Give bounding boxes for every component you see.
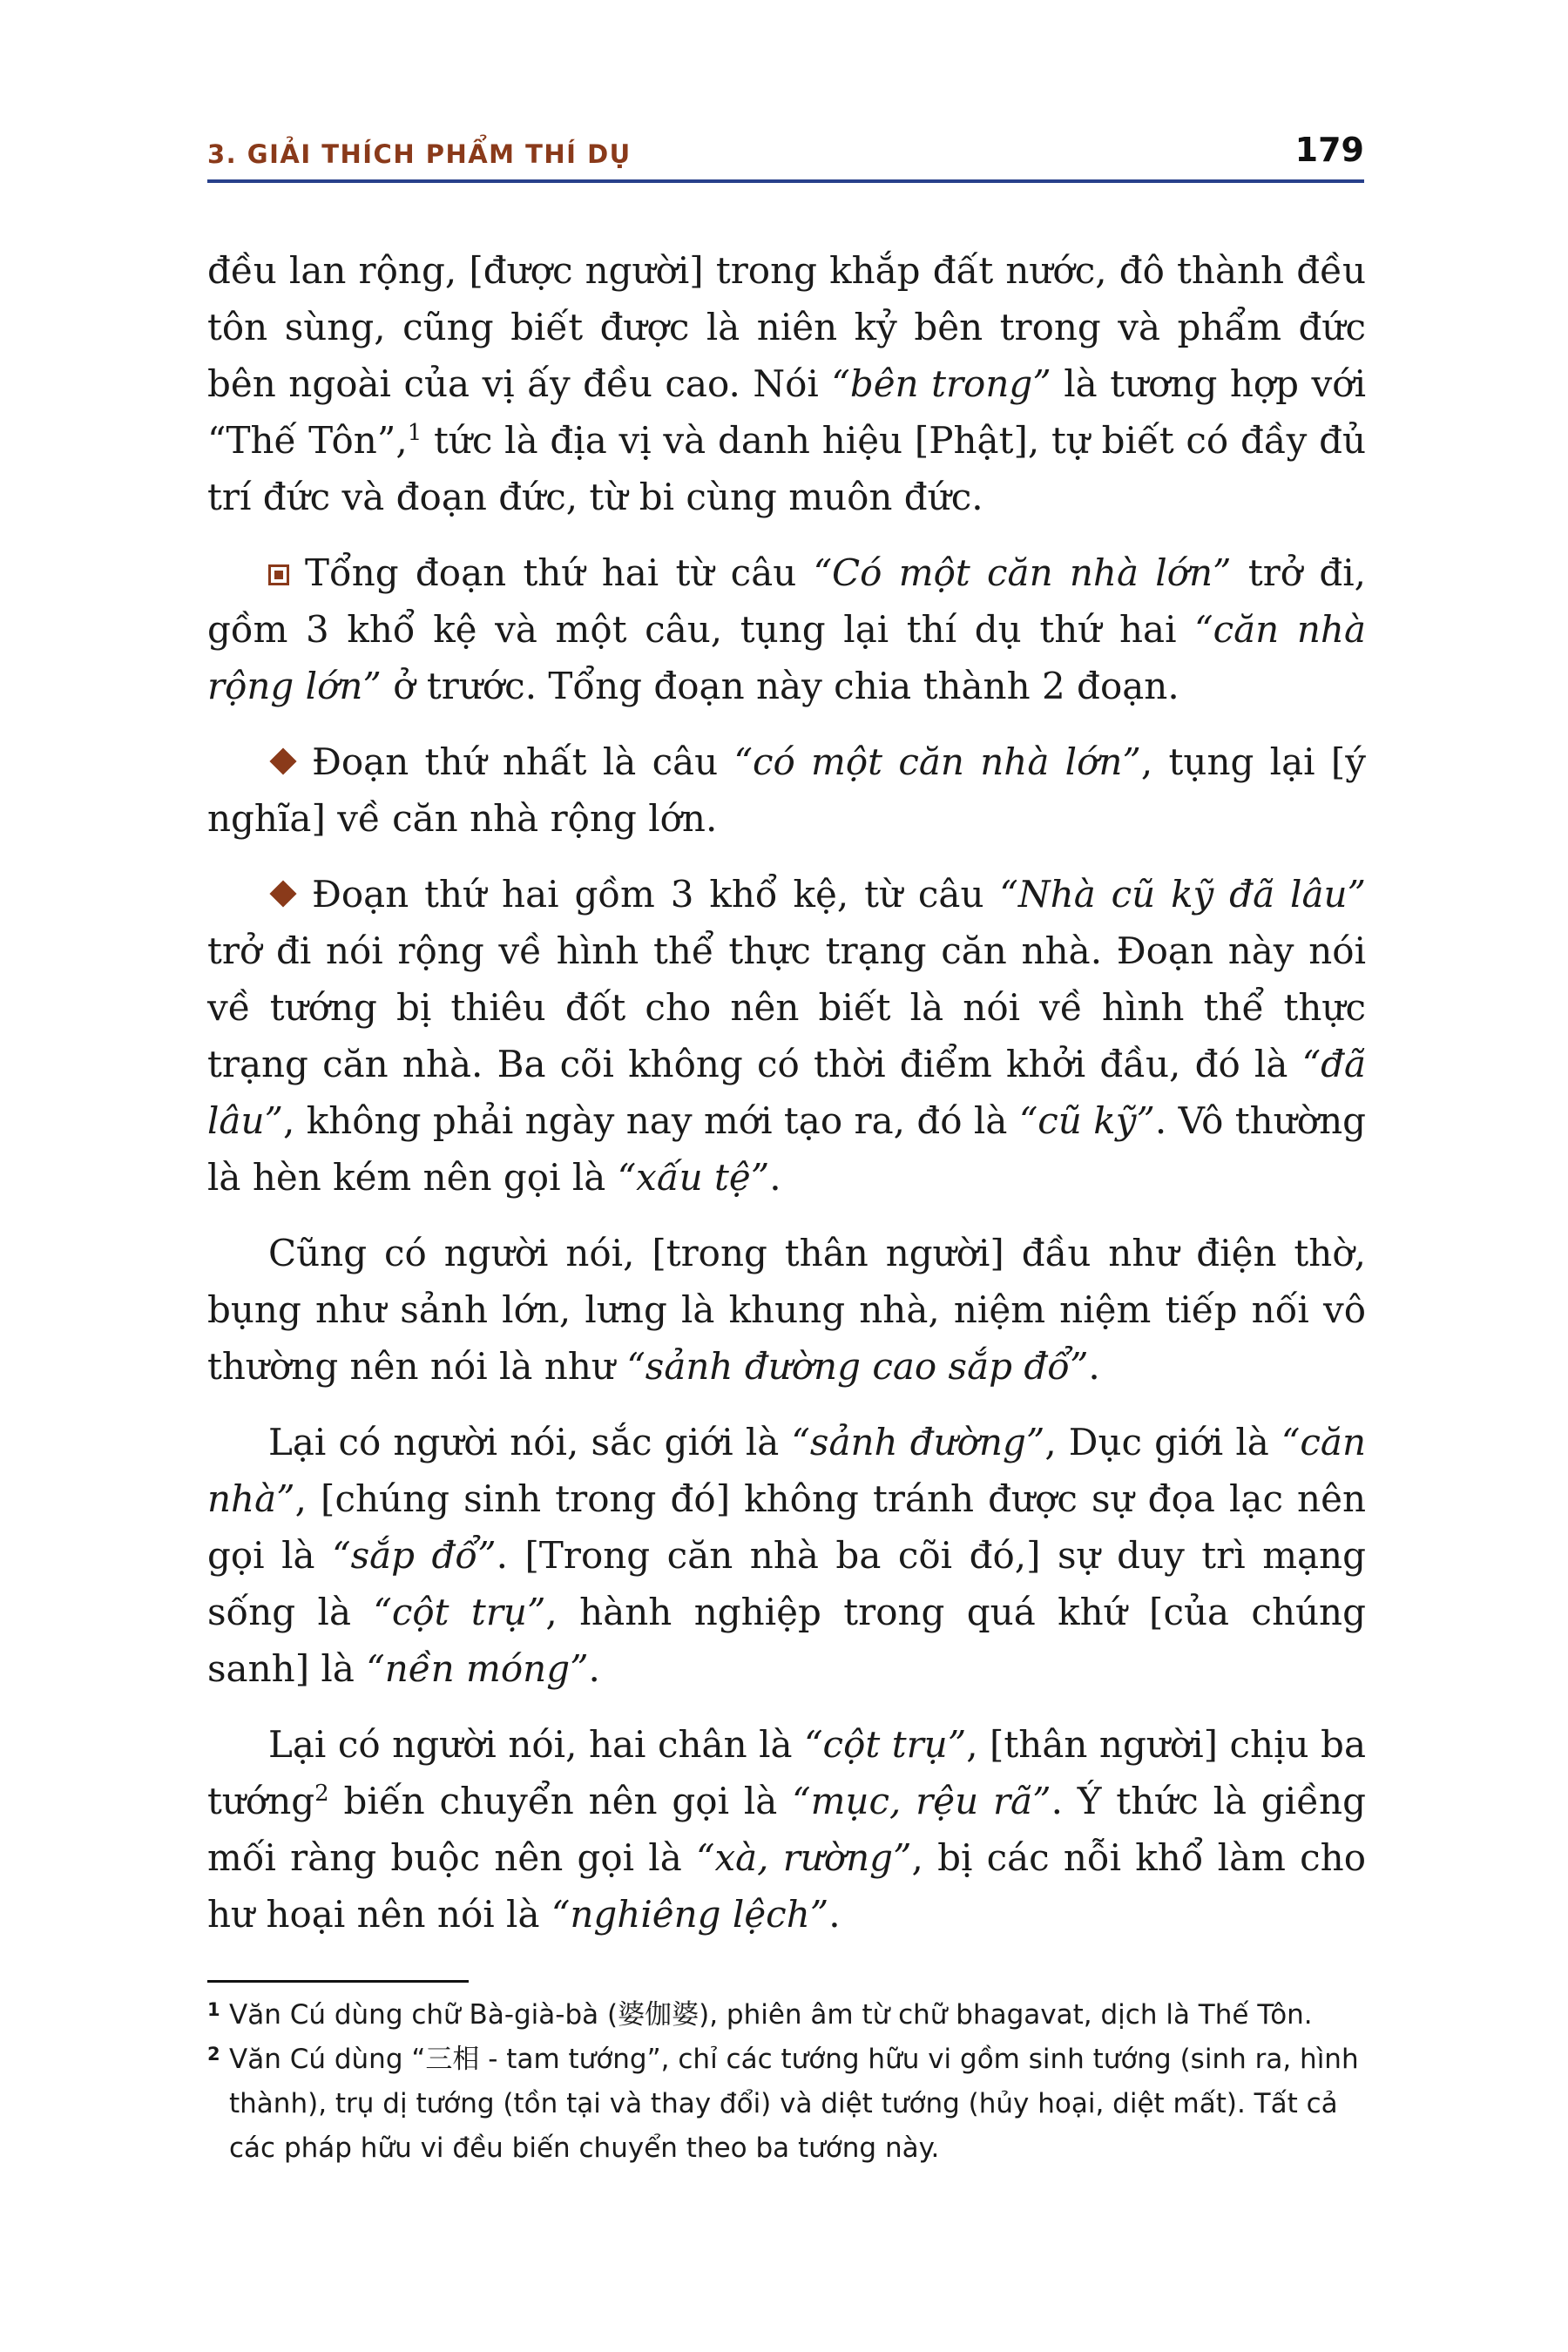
text-run: biến chuyển nên gọi là: [328, 1780, 793, 1822]
italic-quote: “căn nhà”: [207, 1421, 1366, 1520]
diamond-bullet-icon: [269, 880, 296, 907]
footnote-ref-2[interactable]: 2: [314, 1781, 329, 1807]
text-run: Lại có người nói, sắc giới là: [268, 1421, 792, 1463]
italic-quote: “có một căn nhà lớn”: [733, 740, 1141, 783]
text-run: là tương hợp với “Thế Tôn”,: [207, 362, 1366, 462]
square-bullet-icon: [268, 564, 289, 585]
text-run: . Ý thức là giềng mối ràng buộc nên gọi là: [207, 1780, 1366, 1879]
text-run: Lại có người nói, hai chân là: [268, 1723, 805, 1766]
text-run: .: [828, 1893, 841, 1936]
italic-quote: “Có một căn nhà lớn”: [813, 551, 1232, 594]
running-header: [207, 129, 1364, 183]
paragraph-7: [207, 1716, 1366, 1943]
footnote-ref-1[interactable]: 1: [407, 420, 422, 446]
text-run: , hành nghiệp trong quá khứ [của chúng sanh] là: [207, 1591, 1366, 1690]
text-run: đều lan rộng, [được người] trong khắp đất nước, đô thành đều tôn sùng, cũng biết được là niên kỷ bên trong và phẩm đức bên ngoài của vị ấy đều cao. Nói: [207, 249, 1366, 405]
footnote-number: 2: [207, 2044, 220, 2065]
footnote-text: Văn Cú dùng chữ Bà-già-bà (婆伽婆), phiên âm từ chữ bhagavat, dịch là Thế Tôn.: [229, 1999, 1313, 2031]
main-text: [207, 242, 1366, 1962]
italic-quote: “sảnh đường”: [791, 1421, 1045, 1463]
italic-quote: “bên trong”: [831, 362, 1051, 405]
italic-quote: “mục, rệu rã”: [792, 1780, 1051, 1822]
italic-quote: “căn nhà rộng lớn”: [207, 608, 1366, 707]
page-number: 179: [1294, 131, 1364, 169]
italic-quote: “cũ kỹ”: [1018, 1099, 1155, 1142]
text-run: , Dục giới là: [1044, 1421, 1281, 1463]
italic-quote: “xà, rường”: [695, 1836, 912, 1879]
italic-quote: “sảnh đường cao sắp đổ”: [626, 1345, 1089, 1388]
footnote-divider: [207, 1980, 469, 1983]
text-run: , không phải ngày nay mới tạo ra, đó là: [283, 1099, 1019, 1142]
text-run: tức là địa vị và danh hiệu [Phật], tự biết có đầy đủ trí đức và đoạn đức, từ bi cùng muôn đức.: [207, 419, 1367, 518]
text-run: ở trước. Tổng đoạn này chia thành 2 đoạn.: [381, 665, 1179, 707]
text-run: . Vô thường là hèn kém nên gọi là: [207, 1099, 1367, 1199]
text-run: .: [1088, 1345, 1100, 1388]
paragraph-3: [207, 733, 1366, 847]
diamond-bullet-icon: [269, 747, 296, 774]
footnote-2: [207, 2038, 1366, 2171]
text-run: , bị các nỗi khổ làm cho hư hoại nên nói là: [207, 1836, 1367, 1936]
paragraph-5: [207, 1225, 1366, 1395]
text-run: Cũng có người nói, [trong thân người] đầu như điện thờ, bụng như sảnh lớn, lưng là khung nhà, niệm niệm tiếp nối vô thường nên nói là như: [207, 1232, 1366, 1388]
footnote-text: Văn Cú dùng “三相 - tam tướng”, chỉ các tướng hữu vi gồm sinh tướng (sinh ra, hình thành), trụ dị tướng (tồn tại và thay đổi) và diệt tướng (hủy hoại, diệt mất). Tất cả các pháp hữu vi đều biến chuyển theo ba tướng này.: [229, 2044, 1359, 2164]
text-run: , tụng lại [ý nghĩa] về căn nhà rộng lớn.: [207, 740, 1366, 840]
italic-quote: “đã lâu”: [207, 1043, 1366, 1142]
paragraph-2: [207, 544, 1366, 714]
paragraph-1: [207, 242, 1366, 525]
text-run: .: [769, 1156, 781, 1199]
text-run: Đoạn thứ nhất là câu: [312, 740, 734, 783]
text-run: Đoạn thứ hai gồm 3 khổ kệ, từ câu: [312, 873, 1000, 916]
italic-quote: “nền móng”: [366, 1647, 589, 1690]
italic-quote: “sắp đổ”: [332, 1534, 497, 1577]
text-run: , [thân người] chịu ba tướng: [207, 1723, 1366, 1822]
italic-quote: “nghiêng lệch”: [551, 1893, 829, 1936]
text-run: , [chúng sinh trong đó] không tránh được sự đọa lạc nên gọi là: [207, 1477, 1366, 1577]
footnotes: [207, 1993, 1366, 2171]
italic-quote: “Nhà cũ kỹ đã lâu”: [999, 873, 1367, 916]
italic-quote: “cột trụ”: [804, 1723, 967, 1766]
text-run: . [Trong căn nhà ba cõi đó,] sự duy trì mạng sống là: [207, 1534, 1366, 1633]
text-run: .: [588, 1647, 600, 1690]
italic-quote: “xấu tệ”: [617, 1156, 770, 1199]
footnote-number: 1: [207, 1999, 220, 2020]
paragraph-4: [207, 866, 1366, 1206]
footnote-1: [207, 1993, 1366, 2038]
chapter-title: 3. GIẢI THÍCH PHẨM THÍ DỤ: [207, 139, 632, 169]
text-run: Tổng đoạn thứ hai từ câu: [305, 551, 814, 594]
italic-quote: “cột trụ”: [373, 1591, 546, 1633]
text-run: trở đi nói rộng về hình thể thực trạng căn nhà. Đoạn này nói về tướng bị thiêu đốt cho nên biết là nói về hình thể thực trạng căn nhà. Ba cõi không có thời điểm khởi đầu, đó là: [207, 929, 1366, 1085]
paragraph-6: [207, 1414, 1366, 1697]
text-run: trở đi, gồm 3 khổ kệ và một câu, tụng lại thí dụ thứ hai: [207, 551, 1366, 651]
